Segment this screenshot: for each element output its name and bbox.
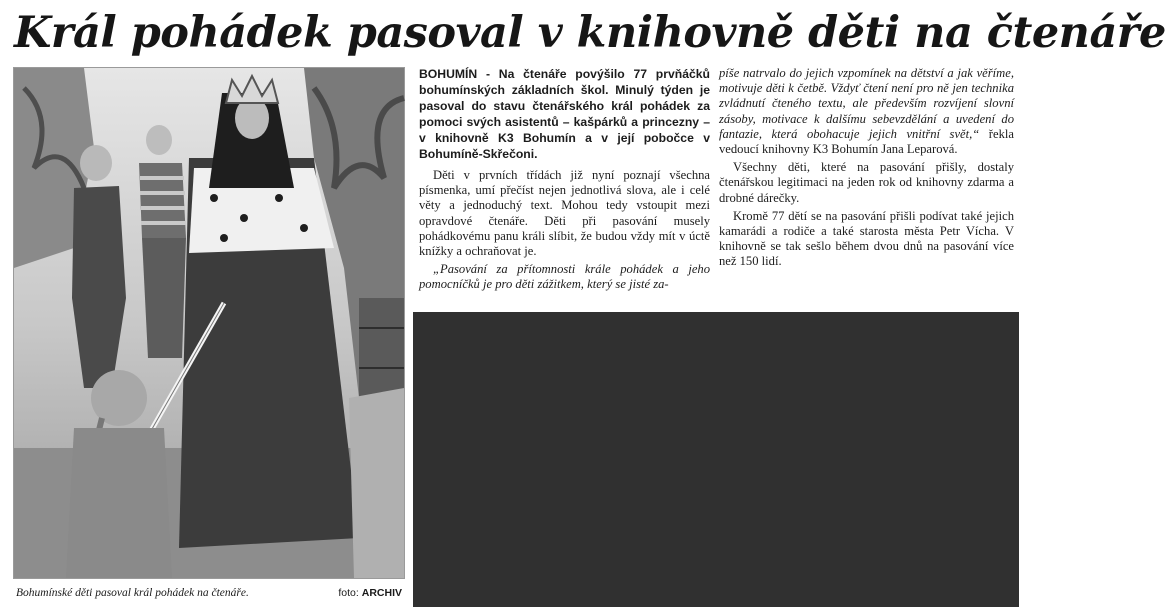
article-paragraph-3: Kromě 77 dětí se na pasování přišli podívat také jejich kamarádi a rodiče a také starosta města Petr Vícha. V knihovně se tak sešlo během dvou dnů na pasování více než 150 lidí. — [719, 208, 1014, 269]
photo-caption — [16, 582, 408, 604]
quote-end: píše natrvalo do jejich vzpomínek na dětství a jak věříme, motivuje děti k četbě. Vždyť čtení není pro ně jen technika zvládnutí čteného textu, ale především rozvíjení slovní zásoby, motivace k dalšímu sebevzdělání a uvedení do fantazie, která obohacuje jejich vnitřní svět,“ — [719, 66, 1014, 141]
headline: Král pohádek pasoval v knihovně děti na čtenáře — [14, 8, 1166, 58]
quote-attribution: řekla vedoucí knihovny K3 Bohumín Jana Leparová. — [719, 126, 1014, 157]
article-paragraph-2: Všechny děti, které na pasování přišly, dostaly čtenářskou legitimaci na jeden rok od knihovny zdarma a drobné dárečky. — [719, 160, 1014, 205]
article-paragraph-1: Děti v prvních třídách již nyní poznají všechna písmenka, umí přečíst nejen jednotlivá slova, ale i celé věty a jednoduchý text. Mohou tedy vstoupit mezi opravdové čtenáře. Děti při pasování musely pohádkovému panu králi slíbit, že budou vždy mít v úctě knížky a ochraňovat je. — [419, 168, 710, 259]
photo-king-crowning-child — [14, 68, 404, 578]
article-column-1 — [419, 66, 710, 296]
article-photo — [13, 67, 405, 579]
article-quote-continued — [719, 66, 1014, 157]
article-lead: BOHUMÍN - Na čtenáře povýšilo 77 prvňáčků bohumínských základních škol. Minulý týden je pasoval do stavu čtenářského král pohádek za pomoci svých asistentů – kašpárků a princezny – v knihovně K3 Bohumín a v její pobočce v Bohumíně-Skřečoni. — [419, 67, 710, 161]
photo-credit — [338, 582, 402, 604]
credit-prefix: foto: — [338, 587, 359, 599]
credit-name: ARCHIV — [361, 587, 402, 599]
article-column-2 — [719, 66, 1014, 273]
dark-background-area — [413, 312, 1019, 607]
caption-text: Bohumínské děti pasoval král pohádek na čtenáře. — [16, 587, 249, 599]
article-quote-start: „Pasování za přítomnosti krále pohádek a jeho pomocníčků je pro děti zážitkem, který se jisté za- — [419, 262, 710, 292]
